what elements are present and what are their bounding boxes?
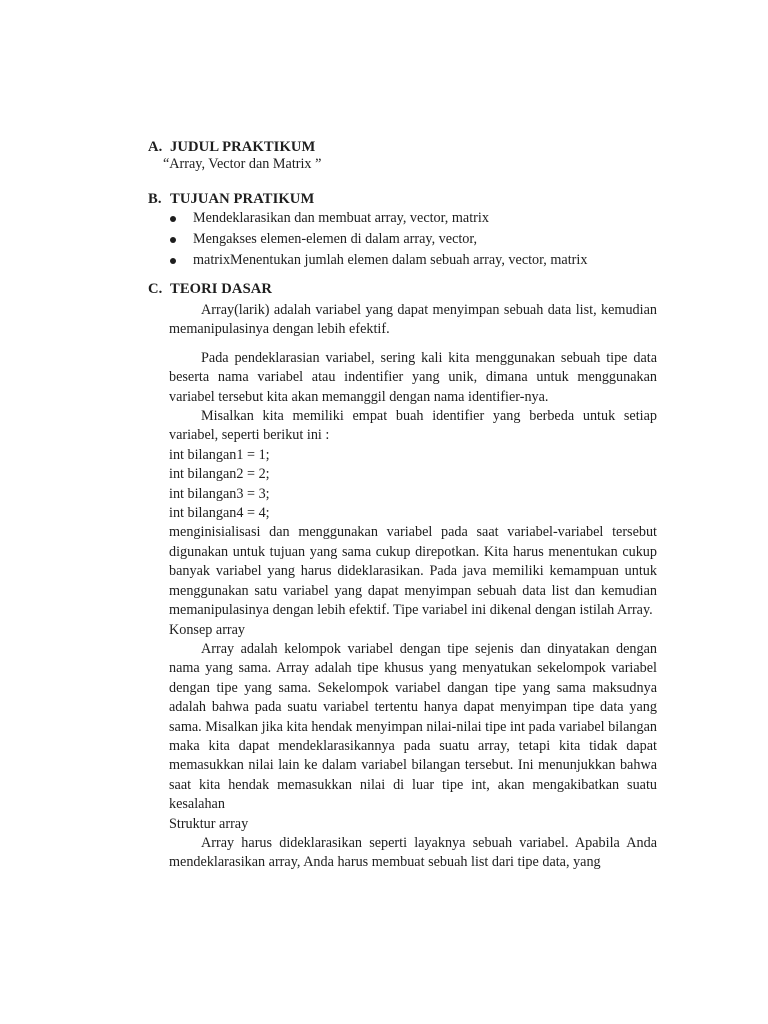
section-a-title: JUDUL PRAKTIKUM (170, 139, 316, 155)
objectives-list (167, 209, 587, 272)
list-item-text: matrixMenentukan jumlah elemen dalam sebuah array, vector, matrix (193, 252, 588, 268)
theory-body (169, 301, 657, 873)
section-a-letter: A. (148, 139, 163, 155)
section-c-letter: C. (148, 281, 163, 297)
bullet-icon (170, 237, 176, 243)
subheading: Struktur array (169, 815, 249, 832)
bullet-icon (170, 258, 176, 264)
section-b-heading (148, 191, 314, 208)
code-line: int bilangan3 = 3; (169, 485, 270, 502)
code-line: int bilangan2 = 2; (169, 466, 270, 483)
practicum-title: “Array, Vector dan Matrix ” (163, 156, 322, 172)
code-line: int bilangan1 = 1; (169, 446, 270, 463)
list-item-text: Mendeklarasikan dan membuat array, vector, matrix (193, 210, 489, 226)
section-c-title: TEORI DASAR (170, 281, 273, 297)
section-b-title: TUJUAN PRATIKUM (170, 191, 315, 207)
paragraph: Misalkan kita memiliki empat buah identifier yang berbeda untuk setiap variabel, seperti berikut ini : (169, 408, 657, 444)
paragraph: Array adalah kelompok variabel dengan tipe sejenis dan dinyatakan dengan nama yang sama. Array adalah tipe khusus yang menyatukan sekelompok variabel dengan tipe yang sama. Sekelompok variabel dangan tipe yang sama maksudnya adalah bahwa pada suatu variabel tertentu hanya dapat menyimpan tipe data yang sama. Misalkan jika kita hendak menyimpan nilai-nilai tipe int pada variabel bilangan maka kita dapat mendeklarasikannya pada suatu array, tetapi kita tidak dapat memasukkan nilai lain ke dalam variabel bilangan tersebut. Ini menunjukkan bahwa saat kita hendak memasukkan nilai di luar tipe int, akan mengakibatkan suatu kesalahan (169, 640, 657, 813)
list-item (167, 209, 587, 230)
code-line: int bilangan4 = 4; (169, 505, 270, 522)
bullet-icon (170, 216, 176, 222)
list-item-text: Mengakses elemen-elemen di dalam array, vector, (193, 231, 478, 247)
paragraph: Pada pendeklarasian variabel, sering kali kita menggunakan sebuah tipe data beserta nama variabel atau indentifier yang unik, dimana untuk menggunakan variabel tersebut kita akan memanggil dengan nama identifier-nya. (169, 349, 657, 405)
paragraph: Array harus dideklarasikan seperti layaknya sebuah variabel. Apabila Anda mendeklarasikan array, Anda harus membuat sebuah list dari tipe data, yang (169, 834, 657, 871)
subheading: Konsep array (169, 621, 246, 638)
paragraph: menginisialisasi dan menggunakan variabel pada saat variabel-variabel tersebut digunakan untuk tujuan yang sama cukup direpotkan. Kita harus menentukan cukup banyak variabel yang harus dideklarasikan. Pada java memiliki kemampuan untuk menggunakan satu variabel yang dapat menyimpan sebuah data list dan kemudian memanipulasinya dengan lebih efektif. Tipe variabel ini dikenal dengan istilah Array. (169, 524, 657, 619)
list-item (167, 230, 587, 251)
paragraph: Array(larik) adalah variabel yang dapat menyimpan sebuah data list, kemudian memanipulasinya dengan lebih efektif. (169, 302, 657, 338)
list-item (167, 251, 587, 272)
section-b-letter: B. (148, 191, 162, 207)
section-a-heading (148, 139, 315, 156)
section-c-heading (148, 281, 272, 298)
